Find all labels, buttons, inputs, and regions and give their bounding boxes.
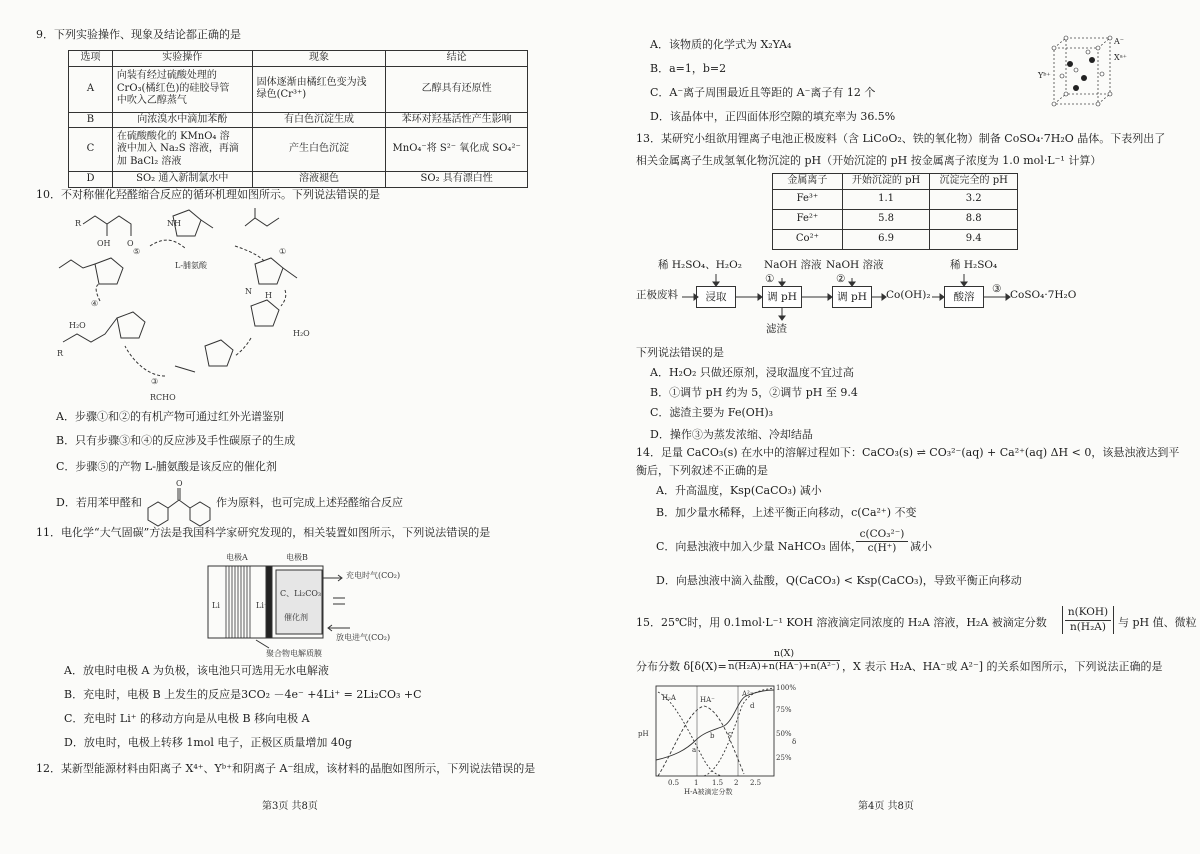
table-cell: 5.8 <box>842 209 930 229</box>
label-oh: OH <box>97 239 111 248</box>
x-tick: 2 <box>734 779 739 787</box>
table-header-row <box>773 174 1018 190</box>
table-cell: 3.2 <box>930 189 1018 209</box>
arrowhead <box>1006 294 1010 300</box>
q15-stem-line1-end: 与 pH 值、微粒 <box>1118 616 1197 629</box>
catalyst-label: L-脯氨酸 <box>175 261 208 270</box>
q11-battery-figure <box>200 548 430 658</box>
cell-line: 液中加入 Na₂S 溶液，再滴 <box>116 143 239 155</box>
table-cell: SO₂ 通入新制氯水中 <box>112 172 252 188</box>
skeletal-bond <box>201 220 213 228</box>
step-1-marker: ① <box>765 273 775 285</box>
y-axis-label: pH <box>638 730 649 738</box>
label-nh: NH <box>167 219 181 228</box>
benzene-ring <box>190 502 210 526</box>
fraction-numerator: n(KOH) <box>1065 606 1111 621</box>
table-row <box>69 66 528 112</box>
table-header: 实验操作 <box>112 51 252 67</box>
table-row <box>69 128 528 172</box>
pyrrolidine-ring <box>95 258 123 284</box>
table-cell: D <box>69 172 113 188</box>
discharge-gas-label: 放电进气(CO₂) <box>336 633 391 642</box>
q12-option-a: A．该物质的化学式为 X₂YA₄ <box>650 38 792 51</box>
q13-option-c: C．滤渣主要为 Fe(OH)₃ <box>650 406 774 419</box>
electrode-a-layers <box>226 566 250 638</box>
ha-curve <box>658 706 744 776</box>
table-row <box>773 229 1018 249</box>
li-label: Li <box>212 601 220 610</box>
x-axis-label: H-A被滴定分数 <box>684 788 733 796</box>
q13-option-a: A．H₂O₂ 只做还原剂，浸取温度不宜过高 <box>650 366 854 379</box>
table-cell <box>252 66 386 112</box>
table-cell: 向浓溴水中滴加苯酚 <box>112 112 252 128</box>
adjust-ph-2-box: 调 pH <box>832 286 872 308</box>
charge-gas-label: 充电时气(CO₂) <box>346 571 401 580</box>
skeletal-bond <box>168 500 179 508</box>
h2o-label-left: H₂O <box>69 321 86 330</box>
q11-stem: 11．电化学“大气固碳”方法是我国科学家研究发现的，相关装置如图所示，下列说法错误的是 <box>36 526 491 539</box>
point-label-b: b <box>710 732 715 740</box>
filter-residue-label: 滤渣 <box>766 323 787 335</box>
label-r: R <box>75 219 82 228</box>
step-4-label: ④ <box>91 299 99 308</box>
q14-stem-line2: 衡后，下列叙述不正确的是 <box>636 464 768 477</box>
label-o: O <box>127 239 134 248</box>
page-4 <box>600 0 1200 854</box>
cell-line: 固体逐渐由橘红色变为浅 <box>256 76 367 88</box>
point-label-d: d <box>750 702 755 710</box>
q11-option-a: A．放电时电极 A 为负极，该电池只可选用无水电解液 <box>64 664 329 677</box>
carbonyl-o-label: O <box>176 479 183 488</box>
benzophenone-structure <box>140 476 218 526</box>
table-cell: 苯环对羟基活性产生影响 <box>386 112 528 128</box>
right-tick: 75% <box>776 706 792 714</box>
step-5-label: ⑤ <box>133 247 141 256</box>
step-2-marker: ② <box>836 273 846 285</box>
cation-x-label: Xᵃ⁺ <box>1114 53 1128 62</box>
q14-option-a: A．升高温度，Ksp(CaCO₃) 减小 <box>656 484 822 497</box>
cation-spheres <box>1067 57 1095 91</box>
fraction-denominator: n(H₂A)+n(HA⁻)+n(A²⁻) <box>728 661 840 673</box>
table-cell: 有白色沉淀生成 <box>252 112 386 128</box>
label-h: H <box>265 291 272 300</box>
q10-option-a: A．步骤①和②的有机产物可通过红外光谱鉴别 <box>56 410 284 423</box>
arrowhead <box>849 282 855 286</box>
anion-label: A⁻ <box>1114 37 1124 46</box>
pyrrolidine-ring <box>205 340 233 366</box>
q12-stem: 12．某新型能源材料由阳离子 X⁴⁺、Yᵇ⁺和阴离子 A⁻组成，该材料的晶胞如图所示，下列说法错误的是 <box>36 762 536 775</box>
adjust-ph-1-box: 调 pH <box>762 286 802 308</box>
reagent-3-label: NaOH 溶液 <box>826 259 884 271</box>
table-header-row <box>69 51 528 67</box>
x-tick: 1.5 <box>712 779 724 787</box>
reagent-1-label: 稀 H₂SO₄、H₂O₂ <box>658 259 742 271</box>
benzene-ring <box>148 502 168 526</box>
q10-option-d-start: D．若用苯甲醛和 <box>56 496 142 509</box>
q15-stem-line1: 15．25℃时，用 0.1mol·L⁻¹ KOH 溶液滴定同浓度的 H₂A 溶液，H₂A 被滴定分数 <box>636 616 1047 629</box>
q13-option-d: D．操作③为蒸发浓缩、冷却结晶 <box>650 428 813 441</box>
table-cell: Co²⁺ <box>773 229 843 249</box>
curve-label-ha: HA⁻ <box>700 696 715 704</box>
q14-stem-line1: 14．足量 CaCO₃(s) 在水中的溶解过程如下：CaCO₃(s) ⇌ CO₃²⁻(aq) + Ca²⁺(aq) ΔH < 0，该悬浊液达到平 <box>636 446 1180 459</box>
q9-stem: 9．下列实验操作、现象及结论都正确的是 <box>36 28 241 41</box>
leach-step-box: 浸取 <box>696 286 736 308</box>
table-cell: MnO₄⁻将 S²⁻ 氧化成 SO₄²⁻ <box>386 128 528 172</box>
c-li2co3-label: C、Li₂CO₃ <box>280 589 322 598</box>
q11-option-d: D．放电时，电极上转移 1mol 电子，正极区质量增加 40g <box>64 736 352 749</box>
cell-edge <box>1054 38 1066 48</box>
q14-option-c-start: C．向悬浊液中加入少量 NaHCO₃ 固体， <box>656 540 863 553</box>
cell-line: CrO₃(橘红色)的硅胶导管 <box>116 82 230 94</box>
table-header: 选项 <box>69 51 113 67</box>
curve-label-a2: A²⁻ <box>742 690 754 698</box>
membrane-label: 聚合物电解质膜 <box>266 649 322 658</box>
arrowhead <box>779 316 785 320</box>
reagent-4-label: 稀 H₂SO₄ <box>950 259 998 271</box>
point-label-a: a <box>692 746 697 754</box>
membrane-leader-line <box>256 640 269 648</box>
table-cell: 溶液褪色 <box>252 172 386 188</box>
q14-fraction <box>856 528 908 554</box>
step-3-marker: ③ <box>992 283 1002 295</box>
q13-option-b: B．①调节 pH 约为 5，②调节 pH 至 9.4 <box>650 386 858 399</box>
step-3-label: ③ <box>151 377 159 386</box>
table-cell: 9.4 <box>930 229 1018 249</box>
q15-delta-fraction <box>728 648 840 674</box>
table-cell: 8.8 <box>930 209 1018 229</box>
table-row <box>773 189 1018 209</box>
q12-option-c: C．A⁻离子周围最近且等距的 A⁻离子有 12 个 <box>650 86 876 99</box>
right-tick: 50% <box>776 730 792 738</box>
right-tick: 25% <box>776 754 792 762</box>
table-row <box>69 172 528 188</box>
q14-option-c-end: 减小 <box>910 540 932 553</box>
anion-spheres <box>1052 36 1112 106</box>
arrowhead <box>828 294 832 300</box>
q15-titration-chart <box>634 680 804 798</box>
table-cell: A <box>69 66 113 112</box>
cell-line: 向装有经过硫酸处理的 <box>116 70 217 82</box>
x-tick: 2.5 <box>750 779 762 787</box>
q13-ph-table <box>772 173 1018 250</box>
rcho-label: RCHO <box>150 393 176 402</box>
table-cell: C <box>69 128 113 172</box>
cell-edge <box>1098 38 1110 48</box>
table-row <box>69 112 528 128</box>
q14-option-b: B．加少量水稀释，上述平衡正向移动，c(Ca²⁺) 不变 <box>656 506 917 519</box>
q13-stem-line1: 13．某研究小组欲用锂离子电池正极废料（含 LiCoO₂、铁的氧化物）制备 CoSO₄·7H₂O 晶体。下表列出了 <box>636 132 1166 145</box>
arrowhead <box>882 294 886 300</box>
arrowhead <box>694 294 698 300</box>
acid-dissolve-box: 酸溶 <box>944 286 984 308</box>
table-cell: 乙醇具有还原性 <box>386 66 528 112</box>
table-cell <box>112 128 252 172</box>
arrowhead <box>961 282 967 286</box>
table-header: 金属离子 <box>773 174 843 190</box>
curve-label-h2a: H₂A <box>662 694 676 702</box>
q14-option-d: D．向悬浊液中滴入盐酸，Q(CaCO₃) < Ksp(CaCO₃)，导致平衡正向移动 <box>656 574 1022 587</box>
flowchart-arrows <box>600 270 1200 330</box>
q10-cycle-figure <box>55 206 355 406</box>
q15-stem-line2-start: 分布分数 δ[δ(X)= <box>636 660 727 673</box>
arrowhead <box>779 282 785 286</box>
table-cell: 1.1 <box>842 189 930 209</box>
cell-line: 加 BaCl₂ 溶液 <box>116 155 182 167</box>
table-header: 沉淀完全的 pH <box>930 174 1018 190</box>
q12-option-d: D．该晶体中，正四面体形空隙的填充率为 36.5% <box>650 110 896 123</box>
label-r-bottom: R <box>57 349 64 358</box>
skeletal-bond <box>179 500 190 508</box>
right-tick: 100% <box>776 684 797 692</box>
q11-option-c: C．充电时 Li⁺ 的移动方向是从电极 B 移向电极 A <box>64 712 310 725</box>
table-cell: Fe³⁺ <box>773 189 843 209</box>
cell-edge <box>1054 94 1066 104</box>
cycle-arrow <box>150 240 185 248</box>
skeletal-bond <box>283 268 297 278</box>
arrowhead <box>940 294 944 300</box>
pyrrolidine-ring <box>255 258 283 284</box>
fraction-numerator: n(X) <box>728 648 840 661</box>
electrode-b-region <box>276 570 322 634</box>
table-cell: SO₂ 具有漂白性 <box>386 172 528 188</box>
product-label: CoSO₄·7H₂O <box>1010 289 1077 301</box>
h2o-label-right: H₂O <box>293 329 310 338</box>
table-cell: 6.9 <box>842 229 930 249</box>
skeletal-bond <box>59 260 95 268</box>
cycle-arrow <box>125 346 165 376</box>
table-header: 开始沉淀的 pH <box>842 174 930 190</box>
q10-stem: 10．不对称催化羟醛缩合反应的循环机理如图所示。下列说法错误的是 <box>36 188 380 201</box>
feed-label: 正极废料 <box>636 289 678 301</box>
x-tick: 0.5 <box>668 779 680 787</box>
page-footer: 第3页 共8页 <box>262 801 318 812</box>
q15-titration-fraction <box>1062 606 1114 634</box>
q10-option-c: C．步骤⑤的产物 L-脯氨酸是该反应的催化剂 <box>56 460 277 473</box>
li-ion-label: Li⁺ <box>256 601 269 610</box>
x-tick: 1 <box>694 779 699 787</box>
table-row <box>773 209 1018 229</box>
cycle-arrow <box>281 290 286 306</box>
q13-stem-line2: 相关金属离子生成氢氧化物沉淀的 pH（开始沉淀的 pH 按金属离子浓度为 1.0 mol·L⁻¹ 计算） <box>636 154 1102 167</box>
right-axis-label: δ <box>792 738 797 746</box>
arrowhead <box>758 294 762 300</box>
table-cell: B <box>69 112 113 128</box>
point-label-c: c <box>728 730 732 738</box>
label-n: N <box>245 287 252 296</box>
table-cell: 产生白色沉淀 <box>252 128 386 172</box>
cell-line: 中吹入乙醇蒸气 <box>116 95 187 107</box>
page-footer: 第4页 共8页 <box>858 801 914 812</box>
catalyst-label: 催化剂 <box>284 613 308 622</box>
q10-option-b: B．只有步骤③和④的反应涉及手性碳原子的生成 <box>56 434 296 447</box>
q11-option-b: B．充电时，电极 B 上发生的反应是3CO₂ －4e⁻ +4Li⁺ = 2Li₂CO₃ +C <box>64 688 422 701</box>
fraction-numerator: c(CO₃²⁻) <box>856 528 908 542</box>
table-cell <box>112 66 252 112</box>
cell-line: 在硫酸酸化的 KMnO₄ 溶 <box>116 130 230 142</box>
skeletal-bond <box>175 366 195 372</box>
q13-tail: 下列说法错误的是 <box>636 346 724 359</box>
table-cell: Fe²⁺ <box>773 209 843 229</box>
skeletal-bond <box>245 218 279 226</box>
arrowhead <box>713 282 719 286</box>
step-1-label: ① <box>279 247 287 256</box>
q10-option-d-end: 作为原料，也可完成上述羟醛缩合反应 <box>216 496 403 509</box>
pyrrolidine-ring <box>251 300 279 326</box>
reagent-2-label: NaOH 溶液 <box>764 259 822 271</box>
q9-table <box>68 50 528 188</box>
pyrrolidine-ring <box>117 312 145 338</box>
q15-stem-line2-end: ，X 表示 H₂A、HA⁻或 A²⁻] 的关系如图所示，下列说法正确的是 <box>842 660 1163 673</box>
cell-line: 绿色(Cr³⁺) <box>256 89 307 100</box>
crystal-cell-figure <box>1040 30 1130 120</box>
electrode-b-label: 电极B <box>286 553 308 562</box>
cycle-arrow <box>235 338 251 356</box>
cell-edge <box>1098 94 1110 104</box>
cycle-arrow <box>235 246 265 262</box>
q12-option-b: B．a=1，b=2 <box>650 62 727 75</box>
fraction-denominator: c(H⁺) <box>867 541 897 554</box>
table-header: 现象 <box>252 51 386 67</box>
electrode-a-label: 电极A <box>226 553 248 562</box>
cell-back-face <box>1066 38 1110 94</box>
cation-y-label: Yᵇ⁺ <box>1038 71 1051 80</box>
table-header: 结论 <box>386 51 528 67</box>
intermediate-label: Co(OH)₂ <box>886 289 931 301</box>
fraction-denominator: n(H₂A) <box>1070 620 1106 633</box>
